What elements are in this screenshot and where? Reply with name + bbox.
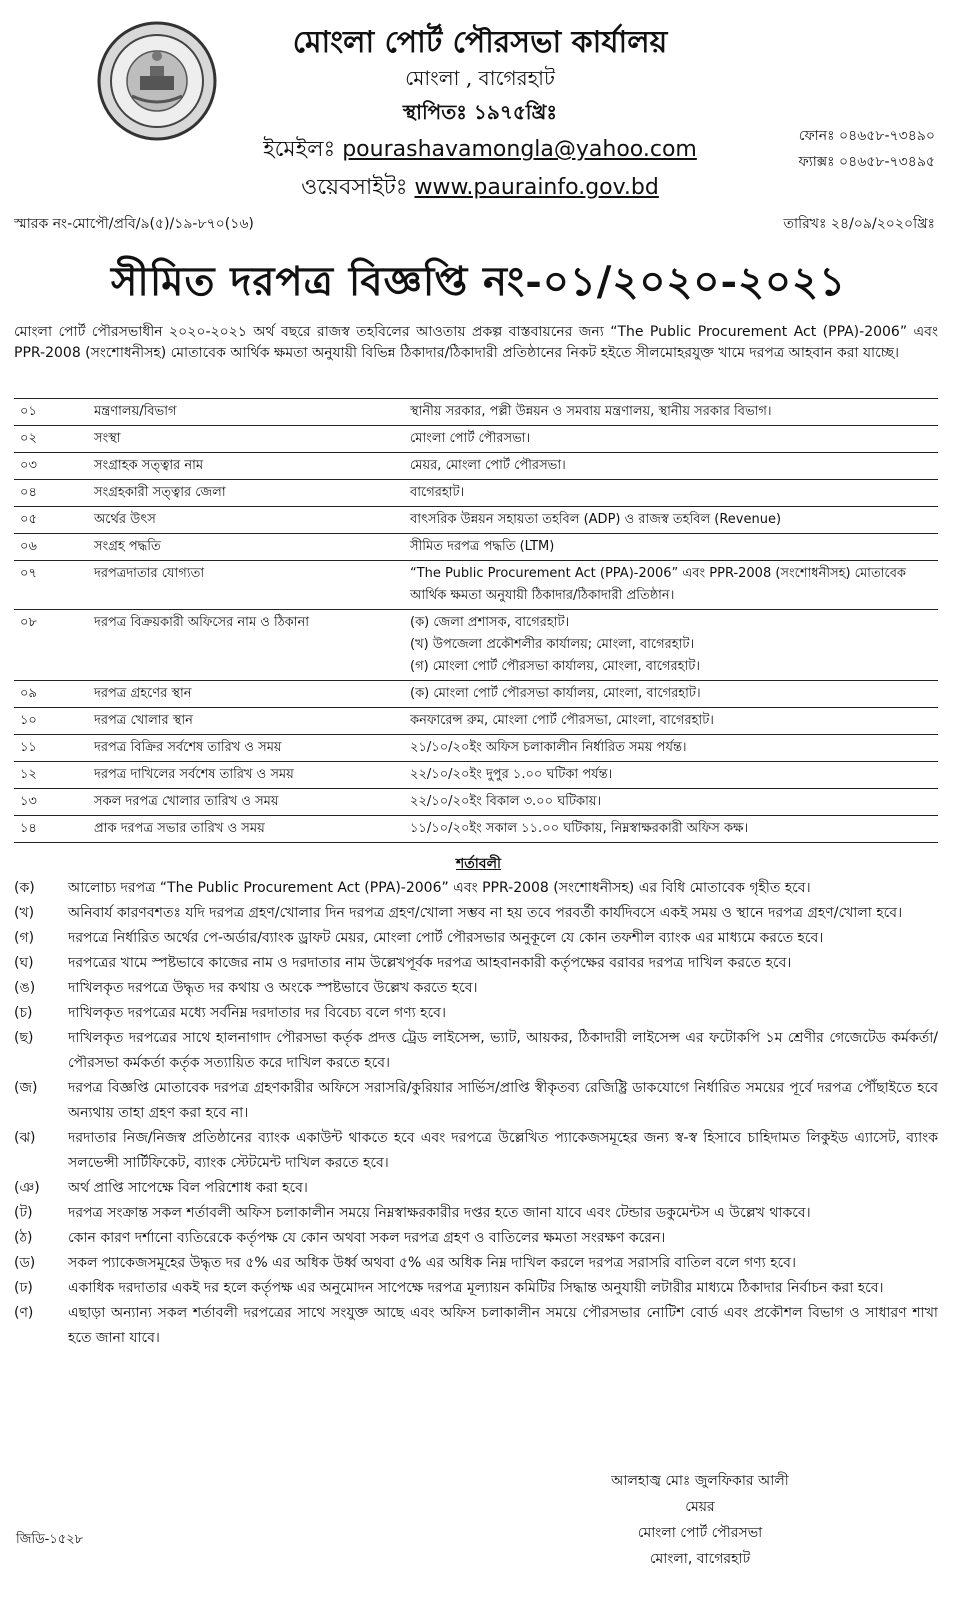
condition-item [14,1276,938,1301]
row-serial: ০৯ [14,681,76,708]
row-value-line: “The Public Procurement Act (PPA)-2006” এবং PPR-2008 (সংশোধনীসহ) মোতাবেক আর্থিক ক্ষমতা অনুযায়ী ঠিকাদার/ঠিকাদারী প্রতিষ্ঠান। [410,566,907,603]
condition-item [14,901,938,926]
condition-marker: (খ) [14,905,35,921]
row-value-line: (খ) উপজেলা প্রকৌশলীর কার্যালয়; মোংলা, বাগেরহাট। [410,637,695,652]
intro-paragraph: মোংলা পোর্ট পৌরসভাধীন ২০২০-২০২১ অর্থ বছরে রাজস্ব তহবিলের আওতায় প্রকল্প বাস্তবায়নের জন্য “The Public Procurement Act (PPA)-2006” এবং PPR-2008 (সংশোধনীসহ) মোতাবেক আর্থিক ক্ষমতা অনুযায়ী বিভিন্ন ঠিকাদার/ঠিকাদারী প্রতিষ্ঠানের নিকট হইতে সীলমোহরযুক্ত খামে দরপত্র আহবান করা যাচ্ছে। [14,324,938,361]
table-row [14,708,938,735]
condition-text: একাধিক দরদাতার একই দর হলে কর্তৃপক্ষ এর অনুমোদন সাপেক্ষে দরপত্র মূল্যায়ন কমিটির সিদ্ধান্ত অনুযায়ী লটারীর মাধ্যমে ঠিকাদার নির্বাচন করা হবে। [68,1280,884,1296]
condition-marker: (ট) [14,1205,33,1221]
table-row [14,735,938,762]
condition-text: আলোচ্য দরপত্র “The Public Procurement Act (PPA)-2006” এবং PPR-2008 (সংশোধনীসহ) এর বিধি মোতাবেক গৃহীত হবে। [68,880,811,896]
row-value [400,708,938,735]
condition-marker: (ঘ) [14,955,34,971]
condition-marker: (গ) [14,930,35,946]
row-value [400,534,938,561]
table-row [14,480,938,507]
signatory-office: মোংলা পোর্ট পৌরসভা [637,1525,763,1541]
row-value [400,453,938,480]
row-label: দরপত্র গ্রহণের স্থান [76,681,400,708]
row-label: দরপত্র বিক্রয়কারী অফিসের নাম ও ঠিকানা [76,610,400,681]
condition-item [14,1001,938,1026]
table-row [14,507,938,534]
row-value-line: ২২/১০/২০ইং দুপুর ১.০০ ঘটিকা পর্যন্ত। [410,767,613,782]
condition-item [14,1201,938,1226]
table-row [14,816,938,843]
condition-marker: (জ) [14,1080,38,1096]
established-year: স্থাপিতঃ ১৯৭৫খ্রিঃ [402,100,558,124]
signature-block [560,1468,840,1572]
website-label: ওয়েবসাইটঃ [301,175,408,200]
tender-info-body [14,399,938,843]
row-value-line: মেয়র, মোংলা পোর্ট পৌরসভা। [410,458,566,473]
condition-text: অর্থ প্রাপ্তি সাপেক্ষে বিল পরিশোধ করা হবে। [68,1180,308,1196]
row-label: দরপত্র খোলার স্থান [76,708,400,735]
row-serial: ০১ [14,399,76,426]
row-label: প্রাক দরপত্র সভার তারিখ ও সময় [76,816,400,843]
condition-item [14,1301,938,1351]
row-serial: ০৮ [14,610,76,681]
condition-marker: (ঠ) [14,1230,33,1246]
row-label: মন্ত্রণালয়/বিভাগ [76,399,400,426]
condition-text: দাখিলকৃত দরপত্রে উদ্ধৃত দর কথায় ও অংকে স্পষ্টভাবে উল্লেখ করতে হবে। [68,980,478,996]
row-value-line: বাগেরহাট। [410,485,465,500]
row-serial: ১৪ [14,816,76,843]
row-value [400,480,938,507]
email-label: ইমেইলঃ [263,137,336,162]
condition-marker: (ঙ) [14,980,36,996]
row-serial: ০৫ [14,507,76,534]
condition-text: দরপত্রে নির্ধারিত অর্থের পে-অর্ডার/ব্যাংক ড্রাফট মেয়র, মোংলা পোর্ট পৌরসভার অনুকূলে যে কোন তফশীল ব্যাংক এর মাধ্যমে করতে হবে। [68,930,824,946]
signatory-name: আলহাজ্ব মোঃ জুলফিকার আলী [611,1473,789,1489]
row-label: সংগ্রহকারী সত্ত্বার জেলা [76,480,400,507]
condition-marker: (ঝ) [14,1130,36,1146]
row-serial: ০৪ [14,480,76,507]
row-value-line: সীমিত দরপত্র পদ্ধতি (LTM) [410,539,555,554]
condition-text: দরদাতার নিজ/নিজস্ব প্রতিষ্ঠানের ব্যাংক একাউন্ট থাকতে হবে এবং দরপত্রে উল্লেখিত প্যাকেজসমূহের জন্য স্ব-স্ব হিসাবে চাহিদামত লিকুইড এ্যাসেট, ব্যাংক সলভেন্সী সার্টিফিকেট, ব্যাংক স্টেটমেন্ট দাখিল করতে হবে। [68,1130,938,1171]
condition-item [14,876,938,901]
conditions-heading: শর্তাবলী [455,856,502,872]
memo-reference: স্মারক নং-মোপৌ/প্রবি/৯(৫)/১৯-৮৭০(১৬) [14,216,254,232]
condition-marker: (ণ) [14,1305,34,1321]
office-place: মোংলা , বাগেরহাট [405,66,555,90]
condition-text: দাখিলকৃত দরপত্রের সাথে হালনাগাদ পৌরসভা কর্তৃক প্রদত্ত ট্রেড লাইসেন্স, ভ্যাট, আয়কর, ঠিকাদারী লাইসেন্স এর ফটোকপি ১ম শ্রেণীর গেজেটেড কর্মকর্তা/পৌরসভা কর্মকর্তা কর্তৃক সত্যায়িত করে দাখিল করতে হবে। [68,1030,938,1071]
row-label: সংগ্রহ পদ্ধতি [76,534,400,561]
notice-title: সীমিত দরপত্র বিজ্ঞপ্তি নং-০১/২০২০-২০২১ [110,258,847,305]
row-serial: ১২ [14,762,76,789]
phone-number: ফোনঃ ০৪৬৫৮-৭৩৪৯০ [798,128,935,144]
row-value [400,610,938,681]
email-link[interactable]: pourashavamongla@yahoo.com [342,137,697,162]
row-value [400,762,938,789]
memo-date: তারিখঃ ২৪/০৯/২০২০খ্রিঃ [783,216,935,232]
row-serial: ১১ [14,735,76,762]
row-serial: ০৩ [14,453,76,480]
row-value [400,816,938,843]
row-value [400,681,938,708]
row-value-line: বাৎসরিক উন্নয়ন সহায়তা তহবিল (ADP) ও রাজস্ব তহবিল (Revenue) [410,512,782,527]
row-value-line: ২১/১০/২০ইং অফিস চলাকালীন নির্ধারিত সময় পর্যন্ত। [410,740,687,755]
condition-item [14,1251,938,1276]
table-row [14,399,938,426]
signatory-title: মেয়র [685,1499,715,1515]
condition-marker: (চ) [14,1005,33,1021]
row-label: সংগ্রাহক সত্ত্বার নাম [76,453,400,480]
website-line [180,170,780,207]
row-value-line: ২২/১০/২০ইং বিকাল ৩.০০ ঘটিকায়। [410,794,602,809]
tender-info-table [14,398,938,843]
table-row [14,681,938,708]
row-serial: ০৭ [14,561,76,610]
row-value [400,399,938,426]
condition-marker: (ঞ) [14,1180,40,1196]
signatory-place: মোংলা, বাগেরহাট [649,1551,751,1567]
office-name: মোংলা পোর্ট পৌরসভা কার্যালয় [292,25,668,60]
website-link[interactable]: www.paurainfo.gov.bd [414,175,659,200]
row-value [400,507,938,534]
table-row [14,453,938,480]
row-serial: ১৩ [14,789,76,816]
row-value-line: কনফারেন্স রুম, মোংলা পোর্ট পৌরসভা, মোংলা, বাগেরহাট। [410,713,714,728]
condition-item [14,1076,938,1126]
row-label: অর্থের উৎস [76,507,400,534]
table-row [14,426,938,453]
condition-marker: (ঢ) [14,1280,33,1296]
row-value [400,735,938,762]
municipality-seal-icon [96,20,218,142]
table-row [14,561,938,610]
condition-marker: (ড) [14,1255,36,1271]
row-value-line: (গ) মোংলা পোর্ট পৌরসভা কার্যালয়, মোংলা, বাগেরহাট। [410,659,701,674]
table-row [14,762,938,789]
row-value [400,426,938,453]
row-value-line: (ক) মোংলা পোর্ট পৌরসভা কার্যালয়, মোংলা, বাগেরহাট। [410,686,701,701]
fax-number: ফ্যাক্সঃ ০৪৬৫৮-৭৩৪৯৫ [798,154,935,170]
row-label: দরপত্র দাখিলের সর্বশেষ তারিখ ও সময় [76,762,400,789]
table-row [14,789,938,816]
condition-text: দরপত্রের খামে স্পষ্টভাবে কাজের নাম ও দরদাতার নাম উল্লেখপূর্বক দরপত্র আহবানকারী কর্তৃপক্ষের বরাবর দরপত্র দাখিল করতে হবে। [68,955,792,971]
table-row [14,534,938,561]
row-serial: ১০ [14,708,76,735]
row-serial: ০২ [14,426,76,453]
condition-text: এছাড়া অন্যান্য সকল শর্তাবলী দরপত্রের সাথে সংযুক্ত আছে এবং অফিস চলাকালীন সময়ে পৌরসভার নোটিশ বোর্ড এবং প্রকৌশল বিভাগ ও সাধারণ শাখা হতে জানা যাবে। [68,1305,938,1346]
row-value [400,561,938,610]
row-value-line: মোংলা পোর্ট পৌরসভা। [410,431,531,446]
condition-item [14,926,938,951]
row-value-line: (ক) জেলা প্রশাসক, বাগেরহাট। [410,615,570,630]
condition-item [14,1226,938,1251]
conditions-list [14,876,938,1351]
condition-text: দরপত্র বিজ্ঞপ্তি মোতাবেক দরপত্র গ্রহণকারীর অফিসে সরাসরি/কুরিয়ার সার্ভিস/প্রাপ্তি স্বীকৃতব্য রেজিষ্ট্রি ডাকযোগে নির্ধারিত সময়ের পূর্বে দরপত্র পৌঁছাইতে হবে অন্যথায় তাহা গ্রহণ করা হবে না। [68,1080,938,1121]
row-label: সংস্থা [76,426,400,453]
row-label: দরপত্র বিক্রির সর্বশেষ তারিখ ও সময় [76,735,400,762]
condition-text: কোন কারণ দর্শানো ব্যতিরেকে কর্তৃপক্ষ যে কোন অথবা সকল দরপত্র গ্রহণ ও বাতিলের ক্ষমতা সংরক্ষণ করেন। [68,1230,666,1246]
row-value [400,789,938,816]
condition-marker: (ছ) [14,1030,34,1046]
condition-text: দাখিলকৃত দরপত্রের মধ্যে সর্বনিম্ন দরদাতার দর বিবেচ্য বলে গণ্য হবে। [68,1005,446,1021]
email-line [180,132,780,169]
row-value-line: ১১/১০/২০ইং সকাল ১১.০০ ঘটিকায়, নিম্নস্বাক্ষরকারী অফিস কক্ষ। [410,821,749,836]
condition-text: দরপত্র সংক্রান্ত সকল শর্তাবলী অফিস চলাকালীন সময়ে নিম্নস্বাক্ষরকারীর দপ্তর হতে জানা যাবে এবং টেন্ডার ডকুমেন্টস এ উল্লেখ থাকবে। [68,1205,811,1221]
condition-item [14,1126,938,1176]
gd-code: জিডি-১৫২৮ [16,1532,84,1547]
condition-item [14,951,938,976]
row-label: দরপত্রদাতার যোগ্যতা [76,561,400,610]
table-row [14,610,938,681]
condition-text: সকল প্যাকেজসমূহের উদ্ধৃত দর ৫% এর অধিক উর্ধ্ব অথবা ৫% এর অধিক নিম্ন দাখিল করলে দরপত্র সরাসরি বাতিল বলে গণ্য হবে। [68,1255,796,1271]
condition-item [14,976,938,1001]
row-value-line: স্থানীয় সরকার, পল্লী উন্নয়ন ও সমবায় মন্ত্রণালয়, স্থানীয় সরকার বিভাগ। [410,404,772,419]
condition-item [14,1176,938,1201]
condition-text: অনিবার্য কারণবশতঃ যদি দরপত্র গ্রহণ/খোলার দিন দরপত্র গ্রহণ/খোলা সম্ভব না হয় তবে পরবর্তী কার্যদিবসে একই সময় ও স্থানে দরপত্র গ্রহণ/খোলা হবে। [68,905,903,921]
row-label: সকল দরপত্র খোলার তারিখ ও সময় [76,789,400,816]
condition-marker: (ক) [14,880,35,896]
condition-item [14,1026,938,1076]
row-serial: ০৬ [14,534,76,561]
